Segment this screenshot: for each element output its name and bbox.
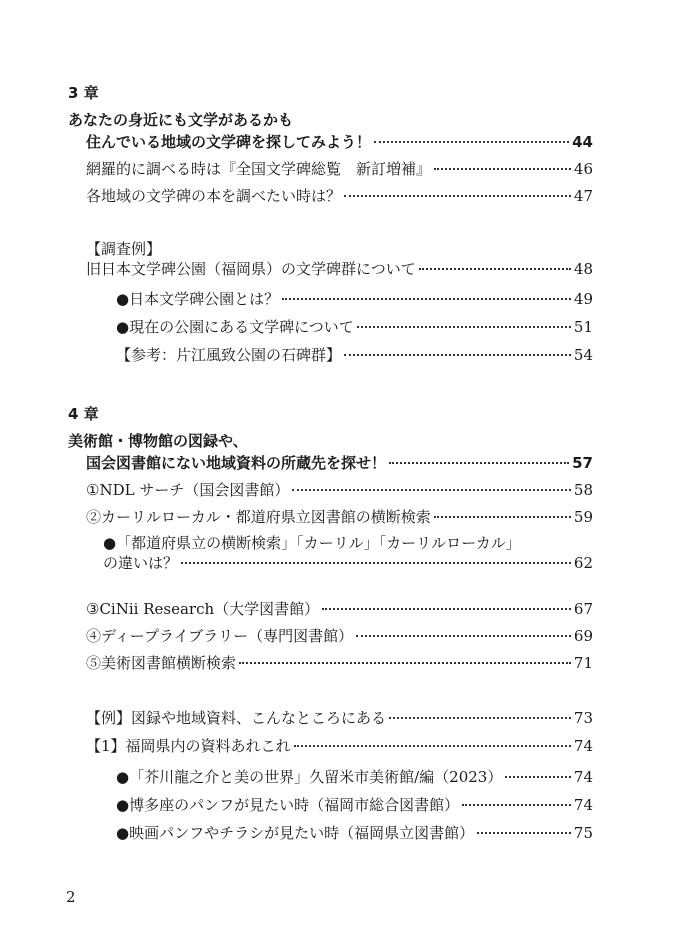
page-number: 58 [573, 481, 593, 499]
chapter4-title-line1: 美術館・博物館の図録や、 [68, 432, 248, 450]
page-number: 62 [573, 554, 593, 572]
toc-entry[interactable] [103, 553, 593, 573]
chapter3-title-line1: あなたの身近にも文学があるかも [68, 111, 294, 129]
chapter3-title-line2: 住んでいる地域の文学碑を探してみよう！ [86, 133, 372, 151]
entry-label: 【例】図録や地域資料、こんなところにある [86, 709, 387, 727]
toc-entry[interactable] [86, 186, 593, 206]
toc-entry[interactable] [86, 599, 593, 619]
entry-label: ②カーリルローカル・都道府県立図書館の横断検索 [86, 508, 431, 526]
toc-entry[interactable] [116, 767, 593, 787]
leader-dots [322, 608, 571, 610]
leader-dots [344, 195, 571, 197]
entry-label: ①NDL サーチ（国会図書館） [86, 481, 290, 499]
chapter4-title-line2: 国会図書館にない地域資料の所蔵先を探せ！ [86, 454, 387, 472]
entry-label: の違いは？ [103, 554, 179, 572]
toc-entry[interactable] [86, 626, 593, 646]
entry-label: ●映画パンフやチラシが見たい時（福岡県立図書館） [116, 824, 475, 842]
toc-entry[interactable] [116, 345, 593, 365]
page-number: 74 [573, 796, 593, 814]
leader-dots [181, 562, 571, 564]
leader-dots [462, 804, 571, 806]
entry-label: ●現在の公園にある文学碑について [116, 318, 354, 336]
leader-dots [357, 326, 571, 328]
entry-label: 【1】福岡県内の資料あれこれ [86, 737, 291, 755]
page-number: 46 [573, 160, 593, 178]
chapter3-heading: 3 章 [68, 84, 99, 102]
toc-entry[interactable] [116, 823, 593, 843]
chapter4-heading: 4 章 [68, 405, 99, 423]
page-number: 51 [573, 318, 593, 336]
note-line1: ●「都道府県立の横断検索」「カーリル」「カーリルローカル」 [103, 534, 521, 552]
entry-label: ●「芥川龍之介と美の世界」久留米市美術館/編（2023） [116, 768, 503, 786]
toc-entry[interactable] [86, 159, 593, 179]
page-number: 44 [572, 133, 593, 151]
entry-label: ●博多座のパンフが見たい時（福岡市総合図書館） [116, 796, 460, 814]
entry-label: ⑤美術図書館横断検索 [86, 654, 237, 672]
page-number: 69 [573, 627, 593, 645]
toc-entry[interactable] [86, 507, 593, 527]
page-number: 75 [573, 824, 593, 842]
leader-dots [505, 776, 571, 778]
toc-entry[interactable] [116, 795, 593, 815]
page-number: 59 [573, 508, 593, 526]
leader-dots [434, 516, 571, 518]
page-number: 71 [573, 654, 593, 672]
toc-entry[interactable] [86, 259, 593, 279]
leader-dots [292, 489, 571, 491]
page-number: 48 [573, 260, 593, 278]
toc-entry[interactable] [86, 480, 593, 500]
page-number: 67 [573, 600, 593, 618]
footer-page-number: 2 [66, 888, 76, 906]
toc-entry[interactable] [86, 708, 593, 728]
example-heading: 【調査例】 [86, 240, 162, 258]
chapter3-title-entry[interactable] [86, 132, 593, 152]
toc-entry[interactable] [116, 317, 593, 337]
leader-dots [282, 298, 571, 300]
toc-entry[interactable] [86, 736, 593, 756]
entry-label: 【参考：片江風致公園の石碑群】 [116, 346, 342, 364]
page-number: 49 [573, 290, 593, 308]
page-number: 54 [573, 346, 593, 364]
page-number: 74 [573, 768, 593, 786]
entry-label: ●日本文学碑公園とは？ [116, 290, 280, 308]
entry-label: 旧日本文学碑公園（福岡県）の文学碑群について [86, 260, 416, 278]
chapter4-title-entry[interactable] [86, 453, 593, 473]
page-number: 74 [573, 737, 593, 755]
entry-label: 各地域の文学碑の本を調べたい時は？ [86, 187, 342, 205]
leader-dots [374, 141, 569, 143]
entry-label: ④ディープライブラリー（専門図書館） [86, 627, 354, 645]
leader-dots [356, 635, 571, 637]
leader-dots [294, 745, 571, 747]
leader-dots [389, 462, 569, 464]
page-number: 73 [573, 709, 593, 727]
toc-entry[interactable] [86, 653, 593, 673]
leader-dots [344, 354, 571, 356]
toc-entry[interactable] [116, 289, 593, 309]
page-number: 57 [572, 454, 593, 472]
entry-label: ③CiNii Research（大学図書館） [86, 600, 320, 618]
leader-dots [434, 168, 571, 170]
leader-dots [477, 832, 571, 834]
page-number: 47 [573, 187, 593, 205]
entry-label: 網羅的に調べる時は『全国文学碑総覧 新訂増補』 [86, 160, 432, 178]
leader-dots [239, 662, 571, 664]
leader-dots [419, 268, 571, 270]
leader-dots [389, 717, 571, 719]
